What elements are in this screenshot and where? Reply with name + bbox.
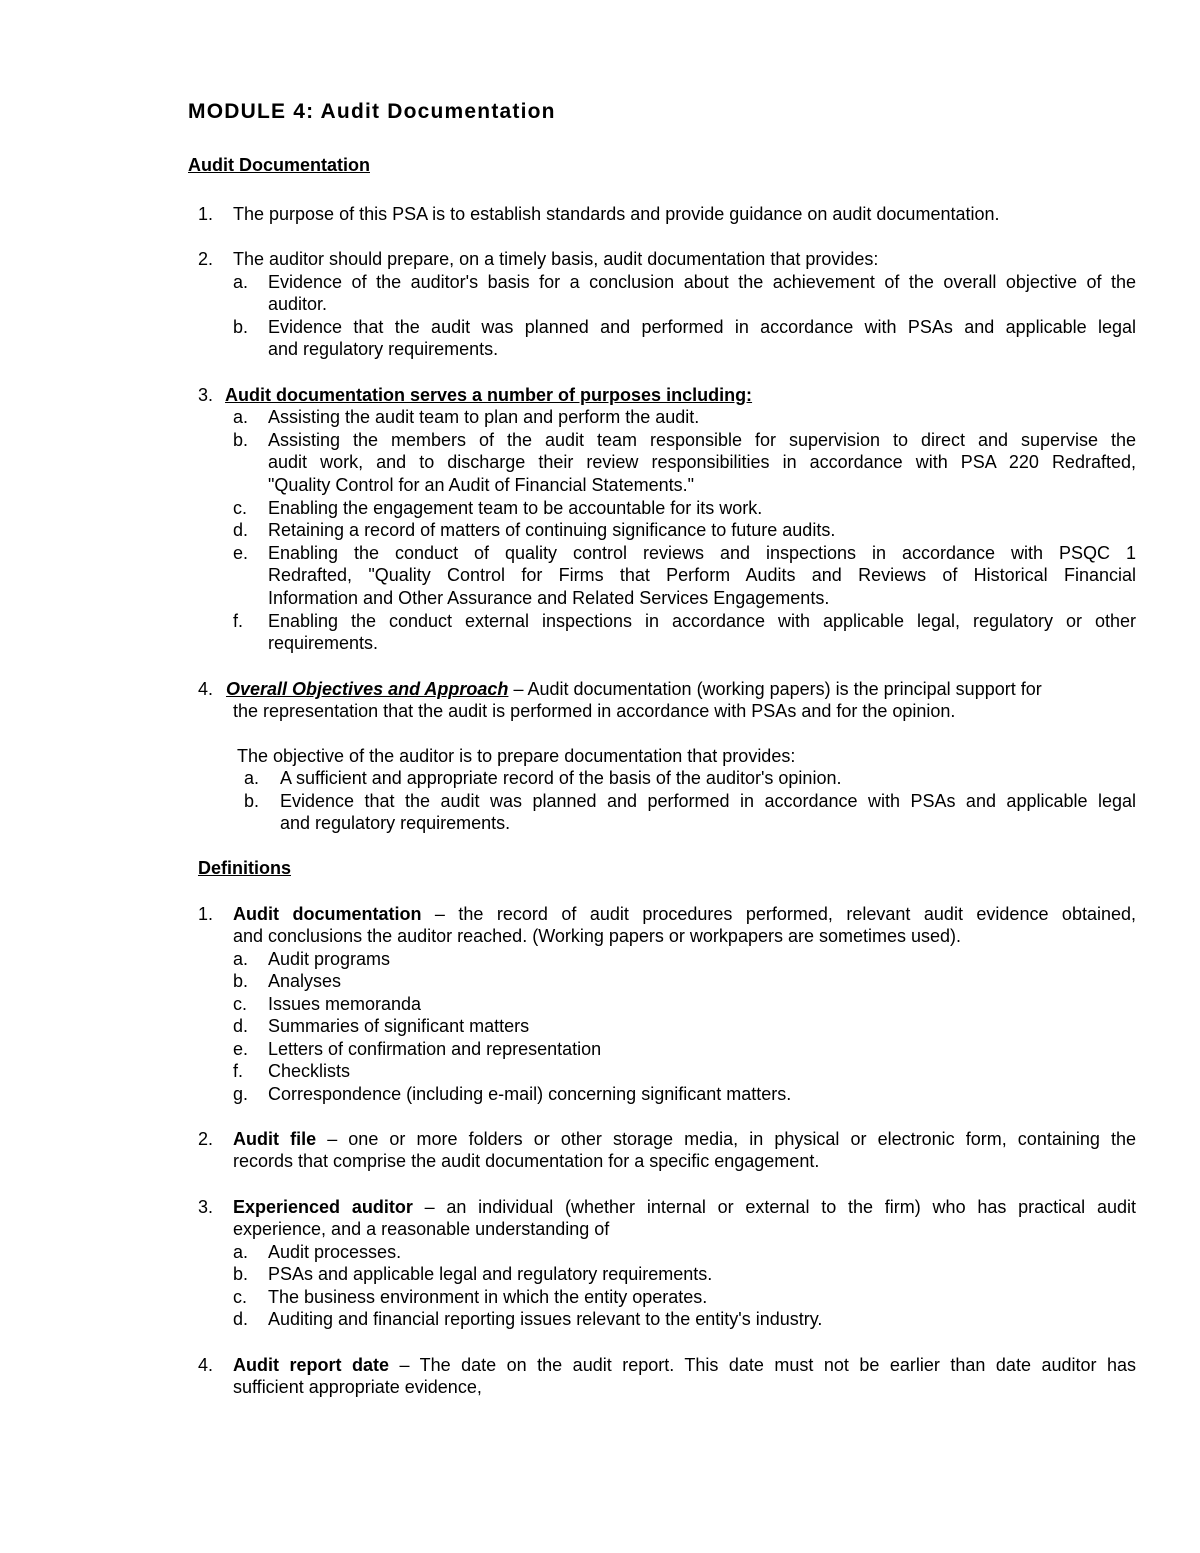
item-heading: Overall Objectives and Approach [226,679,509,699]
item-number: 3. [198,385,214,405]
sub-marker: a. [233,272,249,292]
definition-line [233,1128,1136,1150]
item-number: 1. [198,204,214,224]
sub-text: Auditing and financial reporting issues relevant to the entity's industry. [268,1309,823,1329]
definition-text: – The date on the audit report. This date must not be earlier than date auditor has [388,1355,1136,1375]
sub-text: Evidence that the audit was planned and performed in accordance with PSAs and applicable legal [268,317,1136,337]
definition-text: – the record of audit procedures performed, relevant audit evidence obtained, [421,904,1136,924]
sub-marker: c. [233,994,248,1014]
sub-text: A sufficient and appropriate record of the basis of the auditor's opinion. [280,768,842,788]
objective-text: The objective of the auditor is to prepare documentation that provides: [237,746,796,766]
sub-marker: a. [233,407,249,427]
sub-text: Issues memoranda [268,994,422,1014]
sub-marker: b. [244,791,260,811]
sub-text: Evidence of the auditor's basis for a conclusion about the achievement of the overall objective of the [268,272,1136,292]
sub-text: Checklists [268,1061,351,1081]
sub-marker: b. [233,317,249,337]
sub-text: Redrafted, "Quality Control for Firms that Perform Audits and Reviews of Historical Financial [268,565,1136,585]
sub-text: Assisting the members of the audit team responsible for supervision to direct and supervise the [268,430,1136,450]
sub-text: "Quality Control for an Audit of Financial Statements." [268,475,694,495]
sub-text: and regulatory requirements. [280,813,511,833]
section-heading-definitions: Definitions [198,858,291,878]
sub-marker: a. [233,949,249,969]
definition-line [233,1354,1136,1376]
item-text: The purpose of this PSA is to establish standards and provide guidance on audit documentation. [233,204,1000,224]
sub-text: requirements. [268,633,379,653]
sub-text: Audit processes. [268,1242,402,1262]
sub-marker: f. [233,611,244,631]
item-text: the representation that the audit is performed in accordance with PSAs and for the opinion. [233,701,956,721]
item-number: 4. [198,679,214,699]
sub-marker: b. [233,971,249,991]
sub-marker: e. [233,543,249,563]
sub-marker: c. [233,498,248,518]
sub-text: The business environment in which the entity operates. [268,1287,708,1307]
sub-text: Audit programs [268,949,391,969]
sub-marker: d. [233,520,249,540]
item-number: 3. [198,1197,214,1217]
sub-text: Enabling the conduct of quality control reviews and inspections in accordance with PSQC 1 [268,543,1136,563]
item-number: 4. [198,1355,214,1375]
item-number: 2. [198,1129,214,1149]
section-heading-audit-documentation: Audit Documentation [188,155,370,175]
sub-text: Information and Other Assurance and Related Services Engagements. [268,588,830,608]
definition-text: – one or more folders or other storage media, in physical or electronic form, containing the [316,1129,1136,1149]
definition-text: sufficient appropriate evidence, [233,1377,482,1397]
sub-marker: a. [233,1242,249,1262]
sub-marker: b. [233,430,249,450]
item-text: – Audit documentation (working papers) is the principal support for [508,679,1042,699]
item-heading: Audit documentation serves a number of purposes including: [225,385,753,405]
sub-marker: a. [244,768,260,788]
definition-text: – an individual (whether internal or external to the firm) who has practical audit [412,1197,1136,1217]
module-title: MODULE 4: Audit Documentation [188,100,556,123]
sub-text: Correspondence (including e-mail) concerning significant matters. [268,1084,792,1104]
sub-text: Letters of confirmation and representation [268,1039,602,1059]
sub-text: audit work, and to discharge their review responsibilities in accordance with PSA 220 Redrafted, [268,452,1136,472]
item-number: 2. [198,249,214,269]
definition-term: Audit documentation [233,904,422,924]
definition-line [233,1196,1136,1218]
sub-marker: f. [233,1061,244,1081]
sub-marker: d. [233,1016,249,1036]
definition-text: records that comprise the audit documentation for a specific engagement. [233,1151,820,1171]
sub-marker: g. [233,1084,249,1104]
definition-line [233,903,1136,925]
definition-term: Audit report date [233,1355,389,1375]
sub-marker: b. [233,1264,249,1284]
definition-text: and conclusions the auditor reached. (Working papers or workpapers are sometimes used). [233,926,962,946]
item-line [226,678,1042,700]
sub-text: Summaries of significant matters [268,1016,530,1036]
definition-text: experience, and a reasonable understanding of [233,1219,610,1239]
sub-marker: c. [233,1287,248,1307]
sub-text: auditor. [268,294,328,314]
item-number: 1. [198,904,214,924]
sub-text: Evidence that the audit was planned and performed in accordance with PSAs and applicable legal [280,791,1136,811]
sub-text: Enabling the conduct external inspections in accordance with applicable legal, regulatory or other [268,611,1136,631]
sub-marker: e. [233,1039,249,1059]
sub-text: Analyses [268,971,342,991]
definition-term: Audit file [233,1129,317,1149]
sub-text: Assisting the audit team to plan and perform the audit. [268,407,700,427]
sub-text: PSAs and applicable legal and regulatory requirements. [268,1264,713,1284]
sub-text: Retaining a record of matters of continuing significance to future audits. [268,520,836,540]
sub-text: Enabling the engagement team to be accountable for its work. [268,498,763,518]
sub-marker: d. [233,1309,249,1329]
sub-text: and regulatory requirements. [268,339,499,359]
item-text: The auditor should prepare, on a timely basis, audit documentation that provides: [233,249,879,269]
definition-term: Experienced auditor [233,1197,413,1217]
